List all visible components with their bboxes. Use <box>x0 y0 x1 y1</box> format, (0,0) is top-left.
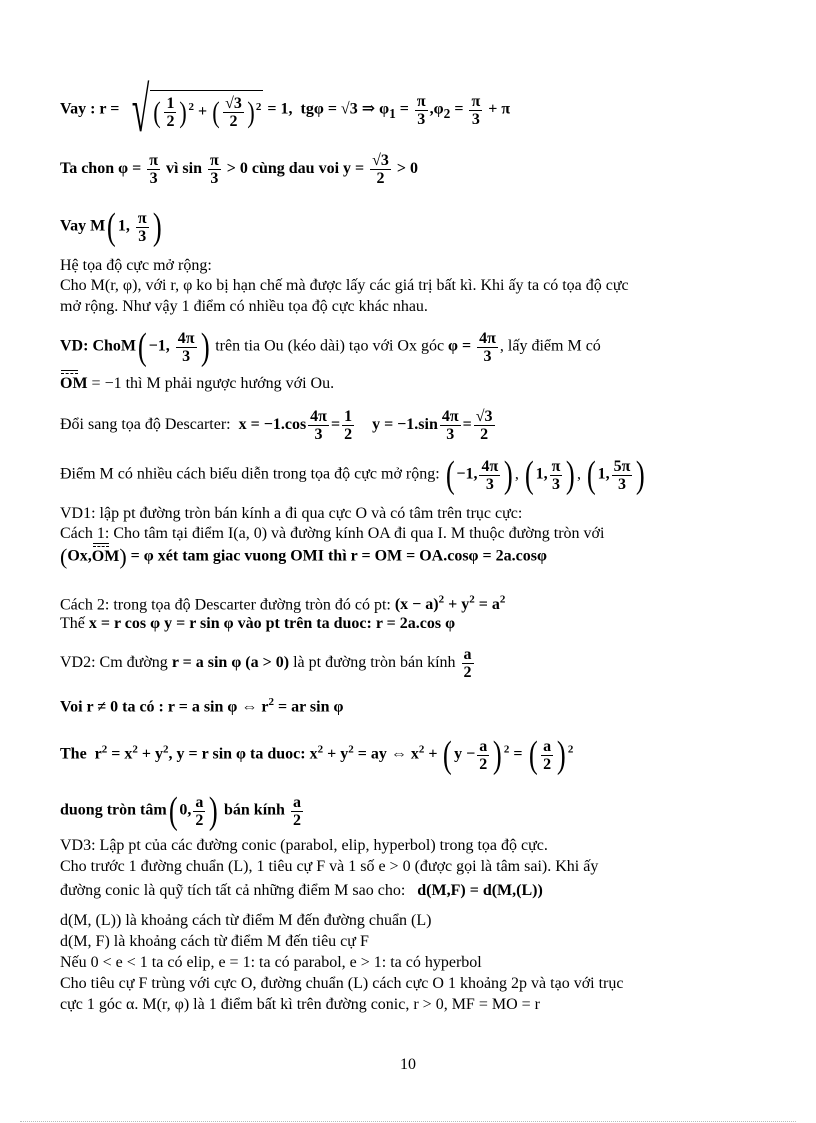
text-line: Cho M(r, φ), với r, φ ko bị hạn chế mà được lấy các giá trị bất kì. Khi ấy ta có tọa độ cực <box>60 277 629 294</box>
descarter-line: Đổi sang tọa độ Descarter: x = −1.cos $\frac{4\pi}{3}$ = $\frac{1}{2}$ y = −1.sin $\frac{4\pi}{3}$ = $\frac{√3}{2}$ <box>60 408 493 443</box>
text-line: Hệ tọa độ cực mở rộng: <box>60 257 212 274</box>
cach2-line: Cách 2: trong tọa độ Descarter đường tròn đó có pt: $(x - a)^2 + y^2 = a^2$ <box>60 594 506 614</box>
text-line: cực 1 góc α. M(r, φ) là 1 điểm bất kì trên đường conic, r > 0, MF = MO = r <box>60 996 540 1013</box>
text-line: Cho tiêu cự F trùng với cực O, đường chuẩn (L) cách cực O 1 khoảng 2p và tạo với trục <box>60 975 624 992</box>
text-line: d(M, (L)) là khoảng cách từ điểm M đến đường chuẩn (L) <box>60 912 432 929</box>
vd-example: VD: ChoM( −1, $\frac{4\pi}{3}$ ) trên tia Ou (kéo dài) tạo với Ox góc φ = $\frac{4\pi}{3}$ , lấy điểm M có <box>60 326 601 368</box>
eq-choose-phi: Ta chon φ = $\frac{\pi}{3}$ vì sin $\frac{\pi}{3}$ > 0 cùng dau voi y = $\frac{√3}{2}$ > 0 <box>60 152 419 187</box>
om-line: OM = −1 thì M phải ngược hướng với Ou. <box>60 375 335 392</box>
text-line: VD3: Lập pt của các đường conic (parabol, elip, hyperbol) trong tọa độ cực. <box>60 837 548 854</box>
voi-line: Voi r ≠ 0 ta có : r = a sin φ ⇔ $r^2$ = ar sin φ <box>60 696 344 716</box>
the-line: Thế x = r cos φ y = r sin φ vào pt trên ta duoc: r = 2a.cos φ <box>60 615 456 632</box>
text-line: d(M, F) là khoảng cách từ điểm M đến tiêu cự F <box>60 933 369 950</box>
text-line: VD1: lập pt đường tròn bán kính a đi qua cực O và có tâm trên trục cực: <box>60 505 523 522</box>
text-line: mở rộng. Như vậy 1 điểm có nhiều tọa độ cực khác nhau. <box>60 298 428 315</box>
eq-modulus: Vay : r = √ ( $\frac{1}{2}$ )$^2$ + ( $\frac{√3}{2}$ )$^2$ = 1, tgφ = √3 ⇒ $\varphi_1$ = $\frac{\pi}{3}$ $,\varphi_2$ = $\frac{\pi}{3}$ + π <box>60 74 511 145</box>
multiple-representations: Điểm M có nhiều cách biểu diễn trong tọa độ cực mở rộng: ( −1, $\frac{4\pi}{3}$ ) , ( 1, $\frac{\pi}{3}$ ) , ( 1, $\frac{5\pi}{3}$ ) <box>60 454 646 496</box>
ox-om-line: (Ox,OM) = φ xét tam giac vuong OMI thì r = OM = OA.cosφ = 2a.cosφ <box>60 544 547 569</box>
the2-line: The $r^2 = x^2 + y^2$, y = r sin φ ta duoc: $x^2 + y^2$ = ay ⇔ $x^2$ + ( y − $\frac{a}{2}$ ) $^2$ = ( $\frac{a}{2}$ ) $^2$ <box>60 734 574 776</box>
vd2-line: VD2: Cm đường r = a sin φ (a > 0) là pt đường tròn bán kính $\frac{a}{2}$ <box>60 646 472 681</box>
text-line: Cách 1: Cho tâm tại điểm I(a, 0) và đường kính OA đi qua I. M thuộc đường tròn với <box>60 525 605 542</box>
duong-tron-line: duong tròn tâm( 0, $\frac{a}{2}$ ) bán kính $\frac{a}{2}$ <box>60 790 301 832</box>
footer-divider <box>20 1121 796 1122</box>
text-line: Cho trước 1 đường chuẩn (L), 1 tiêu cự F và 1 số e > 0 (được gọi là tâm sai). Khi ấy <box>60 858 599 875</box>
eq-vay-m: Vay M( 1, $\frac{\pi}{3}$ ) <box>60 206 162 248</box>
conic-line: đường conic là quỹ tích tất cả những điểm M sao cho: d(M,F) = d(M,(L)) <box>60 882 543 899</box>
page-number: 10 <box>400 1056 416 1073</box>
text-line: Nếu 0 < e < 1 ta có elip, e = 1: ta có parabol, e > 1: ta có hyperbol <box>60 954 482 971</box>
